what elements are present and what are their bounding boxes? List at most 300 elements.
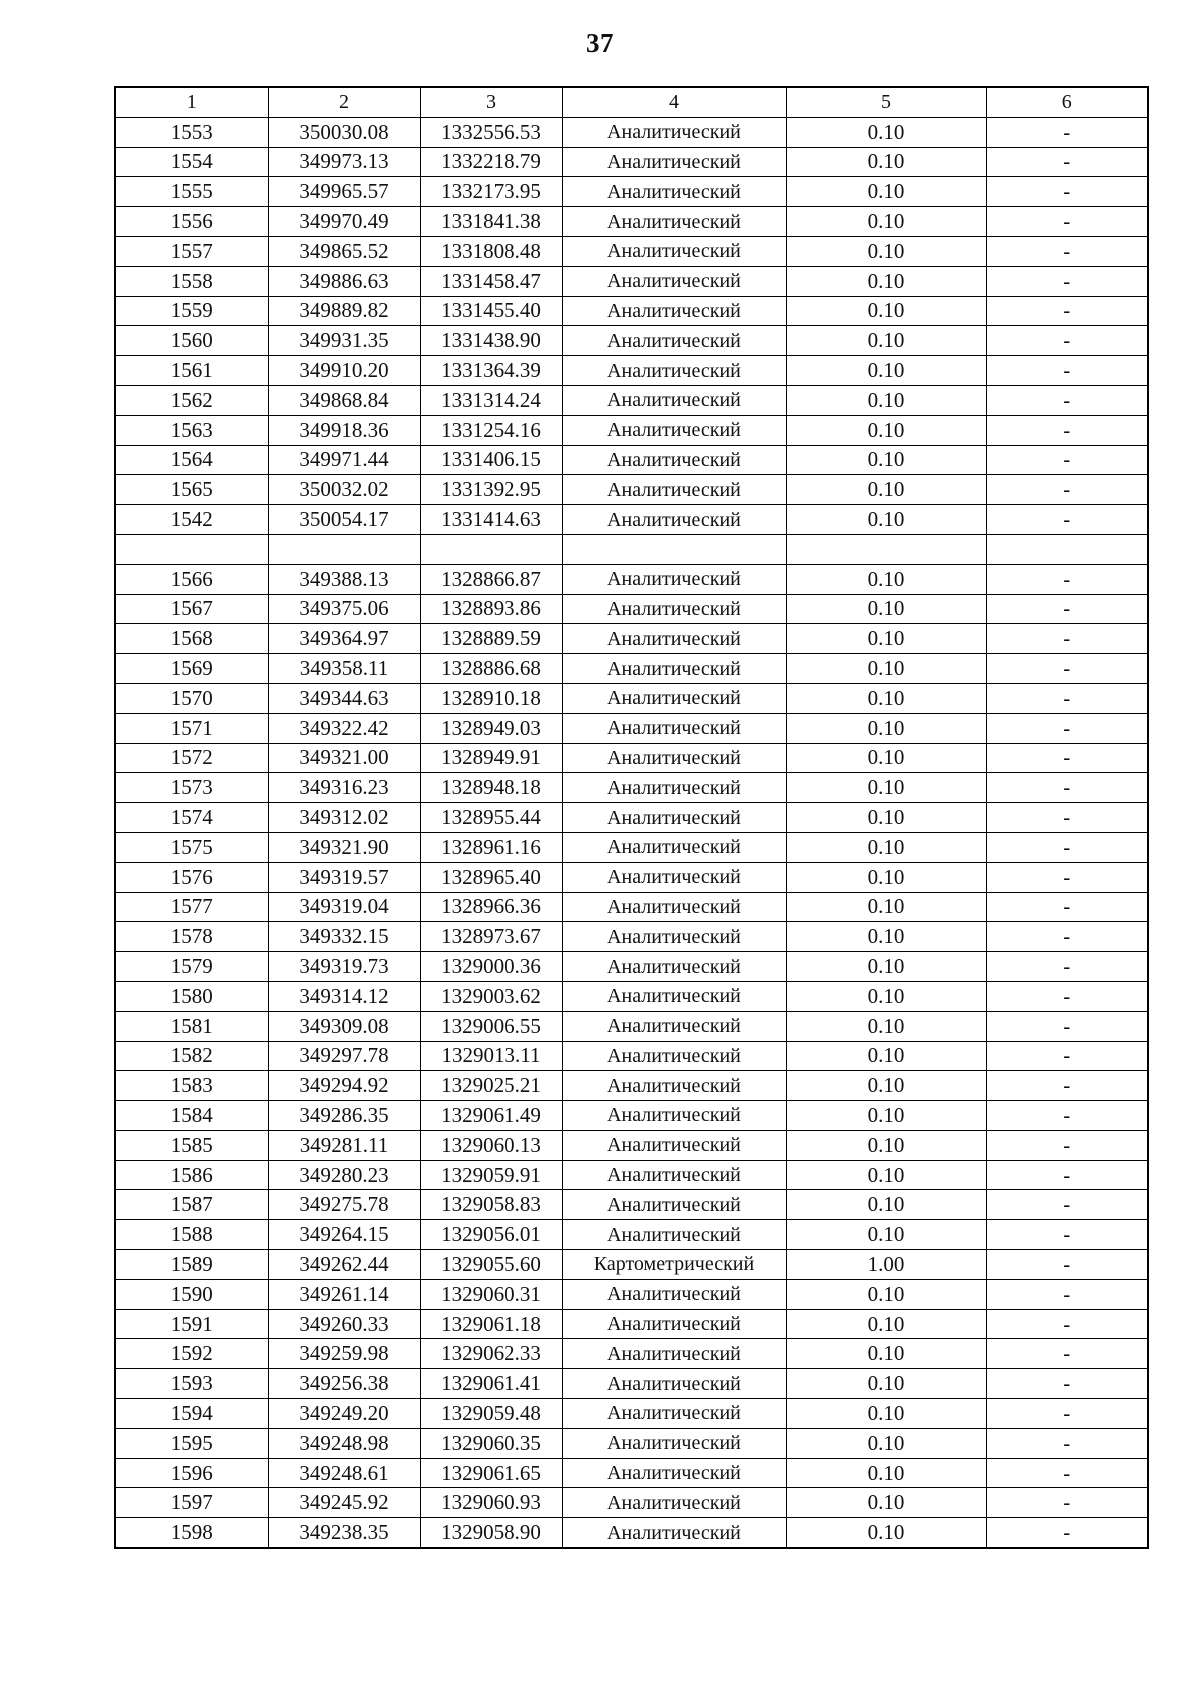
cell-description: - — [986, 803, 1148, 833]
cell-x-coordinate: 349286.35 — [268, 1101, 420, 1131]
cell-method: Аналитический — [562, 1369, 786, 1399]
cell-y-coordinate: 1329013.11 — [420, 1041, 562, 1071]
cell-point-number: 1592 — [115, 1339, 268, 1369]
cell-method: Аналитический — [562, 564, 786, 594]
cell-point-number: 1553 — [115, 117, 268, 147]
cell-accuracy: 0.10 — [786, 236, 986, 266]
cell-point-number: 1559 — [115, 296, 268, 326]
cell-accuracy: 0.10 — [786, 117, 986, 147]
cell-method: Аналитический — [562, 475, 786, 505]
cell-y-coordinate: 1329061.65 — [420, 1458, 562, 1488]
table-row — [115, 1041, 1148, 1071]
cell-x-coordinate: 349259.98 — [268, 1339, 420, 1369]
cell-point-number: 1572 — [115, 743, 268, 773]
cell-point-number: 1568 — [115, 624, 268, 654]
cell-description: - — [986, 356, 1148, 386]
cell-description: - — [986, 1428, 1148, 1458]
cell-description: - — [986, 564, 1148, 594]
cell-accuracy: 0.10 — [786, 654, 986, 684]
cell-x-coordinate: 349358.11 — [268, 654, 420, 684]
table-row — [115, 1220, 1148, 1250]
table-row — [115, 1190, 1148, 1220]
cell-description: - — [986, 445, 1148, 475]
cell-point-number: 1570 — [115, 683, 268, 713]
cell-point-number: 1566 — [115, 564, 268, 594]
cell-y-coordinate: 1329060.93 — [420, 1488, 562, 1518]
table-row — [115, 1518, 1148, 1548]
cell-x-coordinate: 349297.78 — [268, 1041, 420, 1071]
table-row — [115, 326, 1148, 356]
cell-x-coordinate: 349931.35 — [268, 326, 420, 356]
cell-y-coordinate: 1329025.21 — [420, 1071, 562, 1101]
cell-point-number: 1555 — [115, 177, 268, 207]
cell-method: Аналитический — [562, 832, 786, 862]
cell-method: Аналитический — [562, 326, 786, 356]
cell-y-coordinate: 1329059.91 — [420, 1160, 562, 1190]
cell-x-coordinate: 349889.82 — [268, 296, 420, 326]
cell-x-coordinate: 349264.15 — [268, 1220, 420, 1250]
cell-accuracy: 0.10 — [786, 1428, 986, 1458]
cell-accuracy: 0.10 — [786, 385, 986, 415]
cell-x-coordinate: 349248.98 — [268, 1428, 420, 1458]
cell-x-coordinate: 349238.35 — [268, 1518, 420, 1548]
cell-method: Аналитический — [562, 683, 786, 713]
cell-y-coordinate: 1328910.18 — [420, 683, 562, 713]
cell-accuracy: 0.10 — [786, 1101, 986, 1131]
table-row — [115, 177, 1148, 207]
cell-accuracy: 0.10 — [786, 1518, 986, 1548]
table-row — [115, 1130, 1148, 1160]
cell-method: Аналитический — [562, 385, 786, 415]
table-row — [115, 743, 1148, 773]
cell-description: - — [986, 1518, 1148, 1548]
cell-y-coordinate: 1329062.33 — [420, 1339, 562, 1369]
cell-accuracy: 0.10 — [786, 952, 986, 982]
cell-point-number: 1581 — [115, 1011, 268, 1041]
cell-description: - — [986, 1071, 1148, 1101]
cell-point-number: 1586 — [115, 1160, 268, 1190]
table-row — [115, 803, 1148, 833]
cell-point-number: 1585 — [115, 1130, 268, 1160]
cell-y-coordinate: 1329060.35 — [420, 1428, 562, 1458]
table-row — [115, 445, 1148, 475]
table-row — [115, 236, 1148, 266]
cell-point-number: 1542 — [115, 505, 268, 535]
cell-y-coordinate: 1331414.63 — [420, 505, 562, 535]
cell-description: - — [986, 1130, 1148, 1160]
cell-point-number: 1587 — [115, 1190, 268, 1220]
cell-accuracy: 0.10 — [786, 1130, 986, 1160]
table-row — [115, 862, 1148, 892]
cell-method: Аналитический — [562, 1071, 786, 1101]
cell-y-coordinate: 1331841.38 — [420, 207, 562, 237]
cell-x-coordinate: 349971.44 — [268, 445, 420, 475]
cell-method: Аналитический — [562, 296, 786, 326]
cell-description: - — [986, 385, 1148, 415]
table-row — [115, 1488, 1148, 1518]
cell-point-number: 1558 — [115, 266, 268, 296]
cell-accuracy: 0.10 — [786, 624, 986, 654]
cell-x-coordinate: 350032.02 — [268, 475, 420, 505]
cell-accuracy: 0.10 — [786, 505, 986, 535]
cell-point-number: 1589 — [115, 1250, 268, 1280]
cell-y-coordinate: 1329006.55 — [420, 1011, 562, 1041]
cell-accuracy: 0.10 — [786, 1309, 986, 1339]
cell-point-number: 1573 — [115, 773, 268, 803]
table-row — [115, 1279, 1148, 1309]
cell-x-coordinate: 349249.20 — [268, 1399, 420, 1429]
table-row — [115, 147, 1148, 177]
cell-point-number: 1561 — [115, 356, 268, 386]
table-row — [115, 773, 1148, 803]
table-row — [115, 207, 1148, 237]
cell-y-coordinate: 1328886.68 — [420, 654, 562, 684]
cell-y-coordinate: 1329056.01 — [420, 1220, 562, 1250]
table-row — [115, 1071, 1148, 1101]
cell-y-coordinate: 1329055.60 — [420, 1250, 562, 1280]
cell-method: Аналитический — [562, 445, 786, 475]
cell-accuracy: 1.00 — [786, 1250, 986, 1280]
cell-point-number: 1598 — [115, 1518, 268, 1548]
column-header-point-number: 1 — [115, 87, 268, 117]
cell-point-number: 1556 — [115, 207, 268, 237]
table-row — [115, 1160, 1148, 1190]
cell-y-coordinate: 1331314.24 — [420, 385, 562, 415]
cell-description: - — [986, 713, 1148, 743]
column-header-description: 6 — [986, 87, 1148, 117]
table-row — [115, 475, 1148, 505]
cell-method: Аналитический — [562, 1518, 786, 1548]
cell-x-coordinate: 349910.20 — [268, 356, 420, 386]
cell-description: - — [986, 773, 1148, 803]
cell-point-number: 1594 — [115, 1399, 268, 1429]
cell-accuracy: 0.10 — [786, 1399, 986, 1429]
cell-point-number: 1580 — [115, 981, 268, 1011]
cell-accuracy: 0.10 — [786, 326, 986, 356]
coordinates-table — [114, 86, 1149, 1549]
cell-y-coordinate: 1329060.31 — [420, 1279, 562, 1309]
cell-point-number: 1554 — [115, 147, 268, 177]
cell-method: Аналитический — [562, 1101, 786, 1131]
cell-description: - — [986, 981, 1148, 1011]
cell-description — [986, 534, 1148, 564]
cell-description: - — [986, 1160, 1148, 1190]
cell-y-coordinate: 1328966.36 — [420, 892, 562, 922]
cell-description: - — [986, 505, 1148, 535]
column-header-accuracy: 5 — [786, 87, 986, 117]
cell-y-coordinate: 1331455.40 — [420, 296, 562, 326]
cell-description: - — [986, 832, 1148, 862]
cell-method: Аналитический — [562, 1488, 786, 1518]
cell-accuracy: 0.10 — [786, 1190, 986, 1220]
cell-description: - — [986, 862, 1148, 892]
cell-x-coordinate: 349321.90 — [268, 832, 420, 862]
table-row — [115, 266, 1148, 296]
cell-y-coordinate — [420, 534, 562, 564]
table-row — [115, 1369, 1148, 1399]
cell-point-number: 1579 — [115, 952, 268, 982]
table-row — [115, 385, 1148, 415]
cell-method: Аналитический — [562, 1458, 786, 1488]
cell-method: Аналитический — [562, 266, 786, 296]
cell-method: Аналитический — [562, 1279, 786, 1309]
cell-description: - — [986, 892, 1148, 922]
cell-accuracy: 0.10 — [786, 862, 986, 892]
cell-accuracy: 0.10 — [786, 1339, 986, 1369]
cell-x-coordinate: 349375.06 — [268, 594, 420, 624]
cell-description: - — [986, 952, 1148, 982]
cell-point-number: 1593 — [115, 1369, 268, 1399]
cell-description: - — [986, 117, 1148, 147]
table-header — [115, 87, 1148, 117]
table-row — [115, 1101, 1148, 1131]
column-header-y-coordinate: 3 — [420, 87, 562, 117]
cell-description: - — [986, 1369, 1148, 1399]
table-row — [115, 505, 1148, 535]
cell-description: - — [986, 1220, 1148, 1250]
cell-method: Аналитический — [562, 1339, 786, 1369]
cell-point-number: 1583 — [115, 1071, 268, 1101]
cell-y-coordinate: 1328893.86 — [420, 594, 562, 624]
cell-accuracy: 0.10 — [786, 1458, 986, 1488]
cell-method: Аналитический — [562, 803, 786, 833]
table-row — [115, 1309, 1148, 1339]
cell-x-coordinate: 349309.08 — [268, 1011, 420, 1041]
cell-accuracy: 0.10 — [786, 683, 986, 713]
table-row — [115, 624, 1148, 654]
cell-x-coordinate: 349868.84 — [268, 385, 420, 415]
cell-accuracy: 0.10 — [786, 594, 986, 624]
cell-method: Аналитический — [562, 1220, 786, 1250]
cell-point-number: 1565 — [115, 475, 268, 505]
cell-method: Аналитический — [562, 207, 786, 237]
cell-point-number: 1582 — [115, 1041, 268, 1071]
cell-description: - — [986, 326, 1148, 356]
cell-accuracy: 0.10 — [786, 981, 986, 1011]
cell-x-coordinate: 349319.04 — [268, 892, 420, 922]
cell-accuracy: 0.10 — [786, 147, 986, 177]
cell-accuracy: 0.10 — [786, 1160, 986, 1190]
cell-method: Аналитический — [562, 981, 786, 1011]
cell-description: - — [986, 177, 1148, 207]
cell-description: - — [986, 743, 1148, 773]
cell-accuracy: 0.10 — [786, 296, 986, 326]
cell-accuracy: 0.10 — [786, 773, 986, 803]
cell-point-number: 1590 — [115, 1279, 268, 1309]
cell-y-coordinate: 1328889.59 — [420, 624, 562, 654]
cell-method: Аналитический — [562, 862, 786, 892]
cell-y-coordinate: 1328949.03 — [420, 713, 562, 743]
cell-y-coordinate: 1331458.47 — [420, 266, 562, 296]
table-row — [115, 713, 1148, 743]
table-row — [115, 1250, 1148, 1280]
cell-method: Аналитический — [562, 356, 786, 386]
cell-description: - — [986, 1488, 1148, 1518]
cell-x-coordinate: 349886.63 — [268, 266, 420, 296]
cell-method: Аналитический — [562, 505, 786, 535]
cell-accuracy: 0.10 — [786, 1041, 986, 1071]
table-row — [115, 296, 1148, 326]
cell-y-coordinate: 1329003.62 — [420, 981, 562, 1011]
cell-point-number: 1596 — [115, 1458, 268, 1488]
cell-y-coordinate: 1329060.13 — [420, 1130, 562, 1160]
cell-x-coordinate: 349364.97 — [268, 624, 420, 654]
table-row — [115, 356, 1148, 386]
cell-x-coordinate: 349319.57 — [268, 862, 420, 892]
cell-x-coordinate: 349275.78 — [268, 1190, 420, 1220]
cell-y-coordinate: 1331406.15 — [420, 445, 562, 475]
cell-point-number: 1595 — [115, 1428, 268, 1458]
cell-y-coordinate: 1328866.87 — [420, 564, 562, 594]
cell-accuracy: 0.10 — [786, 445, 986, 475]
cell-point-number: 1577 — [115, 892, 268, 922]
cell-description: - — [986, 594, 1148, 624]
cell-method: Аналитический — [562, 1399, 786, 1429]
table-row — [115, 1339, 1148, 1369]
cell-point-number: 1591 — [115, 1309, 268, 1339]
cell-point-number: 1575 — [115, 832, 268, 862]
column-header-method: 4 — [562, 87, 786, 117]
cell-y-coordinate: 1329058.90 — [420, 1518, 562, 1548]
cell-x-coordinate: 349316.23 — [268, 773, 420, 803]
cell-accuracy: 0.10 — [786, 415, 986, 445]
cell-y-coordinate: 1329061.41 — [420, 1369, 562, 1399]
cell-description: - — [986, 1101, 1148, 1131]
cell-y-coordinate: 1328948.18 — [420, 773, 562, 803]
cell-x-coordinate: 349319.73 — [268, 952, 420, 982]
cell-accuracy: 0.10 — [786, 803, 986, 833]
cell-description: - — [986, 1399, 1148, 1429]
cell-y-coordinate: 1328961.16 — [420, 832, 562, 862]
table-row — [115, 534, 1148, 564]
cell-method: Аналитический — [562, 1011, 786, 1041]
cell-x-coordinate: 349322.42 — [268, 713, 420, 743]
cell-method: Аналитический — [562, 1428, 786, 1458]
cell-method: Аналитический — [562, 117, 786, 147]
table-row — [115, 594, 1148, 624]
cell-x-coordinate: 350030.08 — [268, 117, 420, 147]
cell-accuracy: 0.10 — [786, 743, 986, 773]
cell-x-coordinate: 349973.13 — [268, 147, 420, 177]
table-row — [115, 1399, 1148, 1429]
cell-description: - — [986, 1458, 1148, 1488]
cell-method: Аналитический — [562, 892, 786, 922]
cell-description: - — [986, 683, 1148, 713]
cell-method: Аналитический — [562, 594, 786, 624]
cell-description: - — [986, 415, 1148, 445]
cell-point-number: 1588 — [115, 1220, 268, 1250]
cell-point-number: 1571 — [115, 713, 268, 743]
cell-y-coordinate: 1331254.16 — [420, 415, 562, 445]
cell-x-coordinate: 350054.17 — [268, 505, 420, 535]
cell-x-coordinate: 349332.15 — [268, 922, 420, 952]
table-row — [115, 683, 1148, 713]
cell-point-number — [115, 534, 268, 564]
cell-description: - — [986, 266, 1148, 296]
cell-point-number: 1564 — [115, 445, 268, 475]
cell-x-coordinate: 349280.23 — [268, 1160, 420, 1190]
cell-point-number: 1569 — [115, 654, 268, 684]
cell-accuracy: 0.10 — [786, 892, 986, 922]
cell-point-number: 1578 — [115, 922, 268, 952]
cell-accuracy: 0.10 — [786, 832, 986, 862]
cell-x-coordinate: 349388.13 — [268, 564, 420, 594]
cell-method: Аналитический — [562, 952, 786, 982]
cell-accuracy: 0.10 — [786, 713, 986, 743]
cell-method: Аналитический — [562, 177, 786, 207]
cell-x-coordinate: 349248.61 — [268, 1458, 420, 1488]
cell-description: - — [986, 922, 1148, 952]
cell-method: Аналитический — [562, 415, 786, 445]
cell-description: - — [986, 475, 1148, 505]
cell-x-coordinate — [268, 534, 420, 564]
table-row — [115, 564, 1148, 594]
cell-point-number: 1584 — [115, 1101, 268, 1131]
cell-x-coordinate: 349865.52 — [268, 236, 420, 266]
cell-x-coordinate: 349262.44 — [268, 1250, 420, 1280]
cell-description: - — [986, 296, 1148, 326]
cell-method: Аналитический — [562, 743, 786, 773]
cell-accuracy: 0.10 — [786, 475, 986, 505]
cell-y-coordinate: 1331438.90 — [420, 326, 562, 356]
cell-method: Аналитический — [562, 236, 786, 266]
table-row — [115, 1428, 1148, 1458]
cell-y-coordinate: 1331808.48 — [420, 236, 562, 266]
cell-y-coordinate: 1328955.44 — [420, 803, 562, 833]
cell-description: - — [986, 236, 1148, 266]
cell-method: Аналитический — [562, 1309, 786, 1339]
cell-x-coordinate: 349260.33 — [268, 1309, 420, 1339]
cell-x-coordinate: 349965.57 — [268, 177, 420, 207]
cell-accuracy: 0.10 — [786, 922, 986, 952]
cell-description: - — [986, 624, 1148, 654]
cell-description: - — [986, 1309, 1148, 1339]
cell-method: Аналитический — [562, 624, 786, 654]
cell-method: Аналитический — [562, 922, 786, 952]
table-body — [115, 117, 1148, 1548]
cell-method: Аналитический — [562, 1041, 786, 1071]
table-row — [115, 952, 1148, 982]
cell-method: Аналитический — [562, 1160, 786, 1190]
cell-description: - — [986, 1011, 1148, 1041]
cell-x-coordinate: 349294.92 — [268, 1071, 420, 1101]
cell-y-coordinate: 1329000.36 — [420, 952, 562, 982]
cell-method: Аналитический — [562, 147, 786, 177]
cell-method — [562, 534, 786, 564]
cell-y-coordinate: 1329061.49 — [420, 1101, 562, 1131]
cell-point-number: 1560 — [115, 326, 268, 356]
cell-x-coordinate: 349314.12 — [268, 981, 420, 1011]
cell-x-coordinate: 349312.02 — [268, 803, 420, 833]
cell-accuracy: 0.10 — [786, 564, 986, 594]
table-row — [115, 654, 1148, 684]
cell-accuracy: 0.10 — [786, 356, 986, 386]
cell-method: Картометрический — [562, 1250, 786, 1280]
cell-accuracy: 0.10 — [786, 266, 986, 296]
cell-y-coordinate: 1331364.39 — [420, 356, 562, 386]
cell-accuracy: 0.10 — [786, 1488, 986, 1518]
cell-method: Аналитический — [562, 1130, 786, 1160]
cell-point-number: 1576 — [115, 862, 268, 892]
table-row — [115, 832, 1148, 862]
cell-y-coordinate: 1329059.48 — [420, 1399, 562, 1429]
cell-y-coordinate: 1331392.95 — [420, 475, 562, 505]
cell-description: - — [986, 1250, 1148, 1280]
cell-y-coordinate: 1328965.40 — [420, 862, 562, 892]
cell-x-coordinate: 349970.49 — [268, 207, 420, 237]
cell-description: - — [986, 1279, 1148, 1309]
cell-x-coordinate: 349918.36 — [268, 415, 420, 445]
